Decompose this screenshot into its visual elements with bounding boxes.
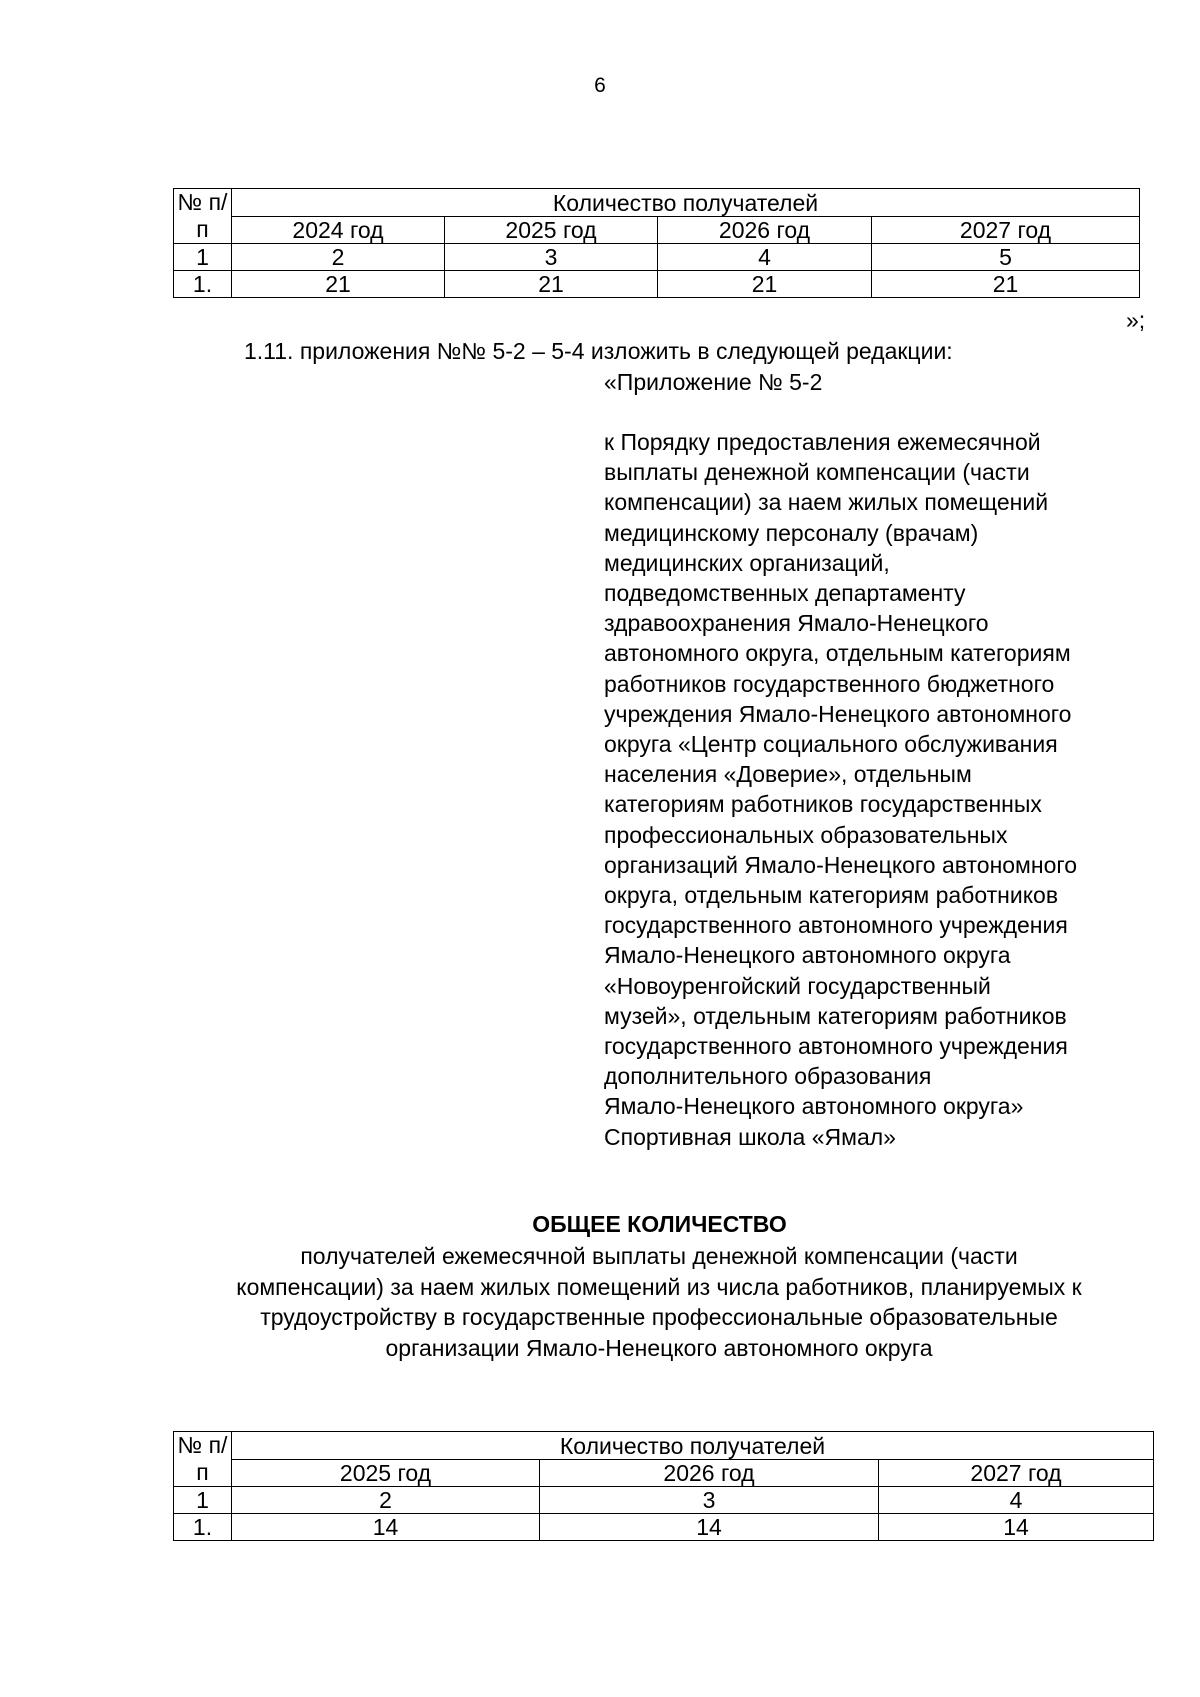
column-header-year: 2026 год (658, 216, 872, 244)
column-header-year: 2027 год (879, 1459, 1154, 1487)
table-cell: 1. (174, 1514, 232, 1541)
section-subtitle-line: организации Ямало-Ненецкого автономного округа (385, 1334, 933, 1361)
appendix-reference-line: медицинских организаций, (604, 549, 890, 576)
recipients-table-2025-2027 (173, 1431, 1154, 1541)
appendix-reference-line: населения «Доверие», отдельным (604, 761, 972, 788)
appendix-reference-line: автономного округа, отдельным категориям (604, 640, 1071, 667)
appendix-reference-line: профессиональных образовательных (604, 821, 1008, 848)
column-header-year: 2025 год (232, 1459, 540, 1487)
column-header-year: 2025 год (445, 216, 658, 244)
page-number: 6 (594, 74, 606, 97)
appendix-reference-line: подведомственных департаменту (604, 580, 966, 607)
table-header-row (174, 189, 1140, 217)
table-cell: 3 (540, 1487, 879, 1514)
appendix-reference-line: здравоохранения Ямало-Ненецкого (604, 610, 989, 637)
table-index-row (174, 244, 1140, 271)
table-cell: 14 (879, 1514, 1154, 1541)
appendix-reference-line: работников государственного бюджетного (604, 670, 1055, 697)
table-index-row (174, 1487, 1154, 1514)
appendix-title: «Приложение № 5-2 (604, 369, 823, 395)
column-header-number: № п/п (174, 1432, 232, 1487)
table-cell: 4 (879, 1487, 1154, 1514)
table-cell: 1 (174, 244, 232, 271)
column-header-number: № п/п (174, 189, 232, 244)
appendix-reference-line: дополнительного образования (604, 1063, 932, 1090)
appendix-reference-line: государственного автономного учреждения (604, 912, 1068, 939)
section-subtitle (158, 1241, 1160, 1363)
table-cell: 21 (445, 271, 658, 298)
appendix-reference-line: к Порядку предоставления ежемесячной (604, 429, 1041, 455)
amendment-instruction: 1.11. приложения №№ 5-2 – 5-4 изложить в следующей редакции: (244, 338, 953, 364)
column-group-header: Количество получателей (232, 189, 1140, 217)
table-cell: 14 (540, 1514, 879, 1541)
appendix-reference-line: музей», отдельным категориям работников (604, 1002, 1067, 1029)
section-subtitle-line: компенсации) за наем жилых помещений из числа работников, планируемых к (236, 1273, 1082, 1300)
table-header-row (174, 1432, 1154, 1460)
appendix-reference-line: медицинскому персоналу (врачам) (604, 519, 979, 546)
table-cell: 2 (232, 1487, 540, 1514)
table-row (174, 271, 1140, 298)
column-header-year: 2026 год (540, 1459, 879, 1487)
table-cell: 1 (174, 1487, 232, 1514)
appendix-reference-line: округа, отдельным категориям работников (604, 882, 1059, 909)
table-cell: 4 (658, 244, 872, 271)
column-group-header: Количество получателей (232, 1432, 1154, 1460)
section-subtitle-line: трудоустройству в государственные профессиональные образовательные (260, 1304, 1058, 1330)
appendix-reference (604, 427, 1164, 1152)
table-cell: 2 (232, 244, 445, 271)
column-header-year: 2024 год (232, 216, 445, 244)
appendix-reference-line: Спортивная школа «Ямал» (604, 1123, 896, 1150)
appendix-reference-line: Ямало-Ненецкого автономного округа (604, 942, 1011, 969)
table-row (174, 1514, 1154, 1541)
table-cell: 21 (872, 271, 1140, 298)
section-subtitle-line: получателей ежемесячной выплаты денежной компенсации (части (300, 1243, 1018, 1269)
table-cell: 21 (658, 271, 872, 298)
closing-quote: »; (1126, 307, 1146, 333)
recipients-table-2024-2027 (173, 188, 1140, 298)
appendix-reference-line: государственного автономного учреждения (604, 1033, 1068, 1060)
appendix-reference-line: учреждения Ямало-Ненецкого автономного (604, 700, 1072, 727)
appendix-reference-line: округа «Центр социального обслуживания (604, 731, 1058, 758)
appendix-reference-line: выплаты денежной компенсации (части (604, 459, 1030, 486)
table-cell: 21 (232, 271, 445, 298)
appendix-reference-line: категориям работников государственных (604, 791, 1042, 818)
appendix-reference-line: «Новоуренгойский государственный (604, 972, 991, 999)
table-cell: 1. (174, 271, 232, 298)
table-cell: 5 (872, 244, 1140, 271)
table-cell: 3 (445, 244, 658, 271)
appendix-reference-line: компенсации) за наем жилых помещений (604, 489, 1049, 516)
column-header-year: 2027 год (872, 216, 1140, 244)
appendix-reference-line: организаций Ямало-Ненецкого автономного (604, 851, 1078, 878)
table-cell: 14 (232, 1514, 540, 1541)
appendix-reference-line: Ямало-Ненецкого автономного округа» (604, 1093, 1024, 1120)
table-years-row (174, 216, 1140, 244)
table-years-row (174, 1459, 1154, 1487)
section-heading: ОБЩЕЕ КОЛИЧЕСТВО (532, 1211, 787, 1237)
